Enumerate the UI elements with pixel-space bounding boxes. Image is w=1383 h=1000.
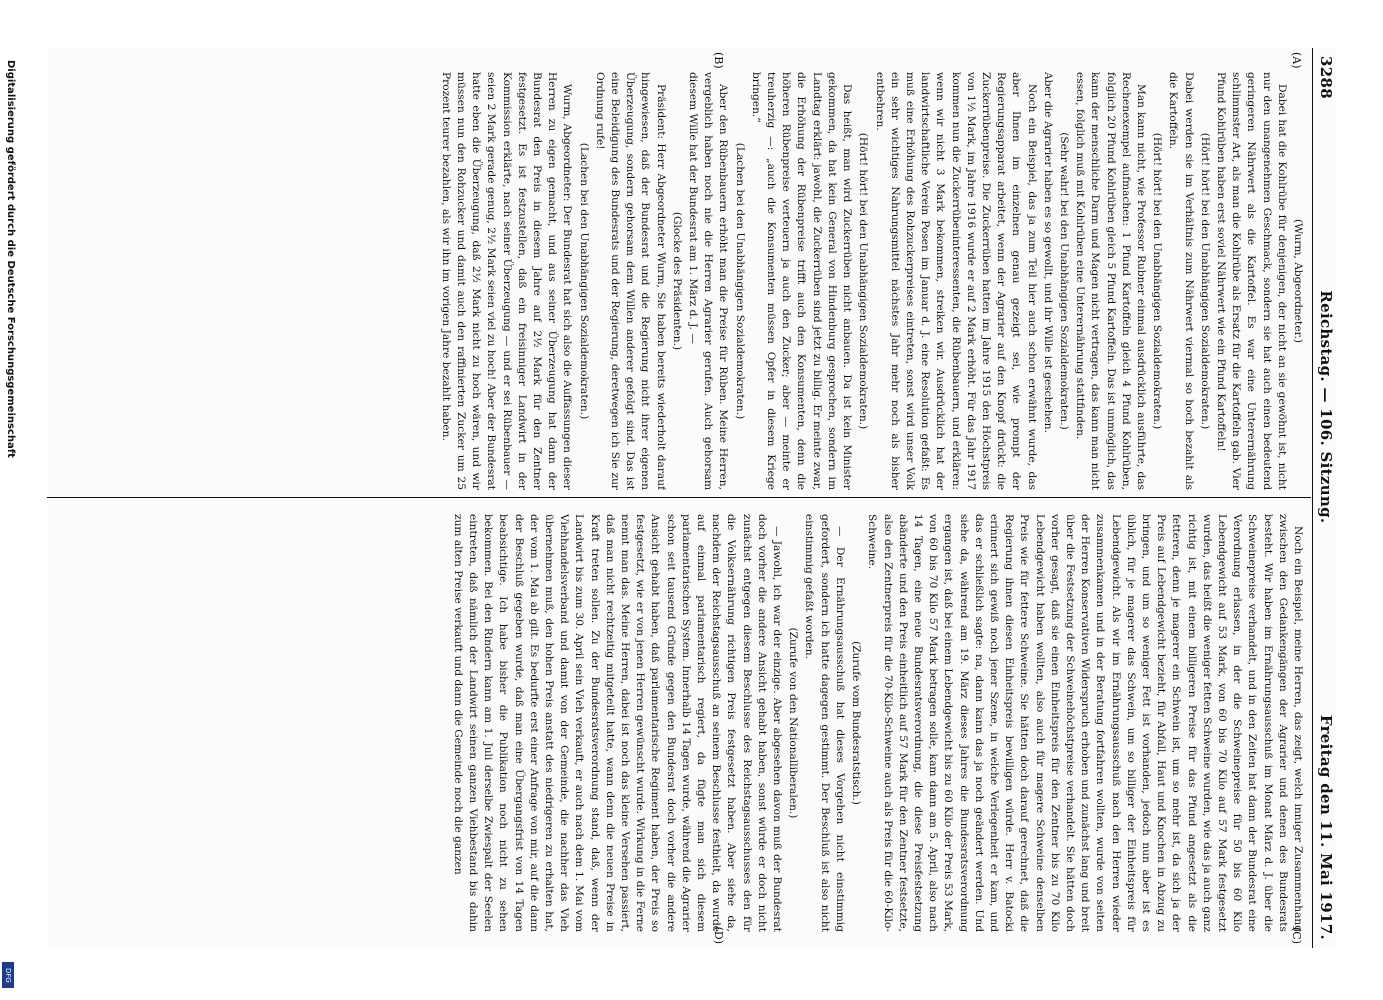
paragraph: — Der Ernährungsausschuß hat dieses Vorgehen nicht einstimmig gefordert, sondern ich hatte dagegen gestimmt. Der Beschluß ist also nicht einstimmig gefaßt worden. (803, 514, 846, 932)
dfg-logo: DFG (2, 962, 14, 988)
rotated-page (47, 48, 1337, 948)
paragraph: — Jawohl, ich war der einzige. Aber abgesehen davon muß der Bundesrat doch vorher die andere Ansicht gehabt haben, sonst würde er doch nicht zunächst entgegen diesem Beschlusse des Reichstagsausschusses den für die Volksernährung richtigen Preis festgesetzt haben. Aber siehe da, nachdem der Reichstagsausschuß an seinem Beschlusse festhielt, da wurde auf einmal parlamentarisch regiert, da fügte man sich diesem parlamentarischen System. Innerhalb 14 Tagen wurde, während die Agrarier schon seit tausend Gründe gegen den Bundesrat doch vorher die andere Ansicht gehabt haben, daß parlamentarische Regiment haben, der Preis so festgesetzt, wie er von jenen Herren gewünscht wurde. Wirkung in die Ferne nennt man das. Meine Herren, dabei ist noch das kleine Versehen passiert, daß man nicht rechtzeitig mitgeteilt hatte, wann denn die neuen Preise in Kraft treten sollen. Zu der Bundesratsverordnung stand, daß, wenn der Landwirt bis zum 30. April sein Vieh verkauft, er auch nach dem 1. Mai vom Viehhandelsverband und damit von der Gemeinde, die nachher das Vieh übernehmen muß, den hohen Preis anstatt des niedrigeren zu erhalten hat, der vom 1. Mai ab gilt. Es bedurfte erst einer Anfrage von mir, auf die dann der Beschluß gegeben wurde, daß man eine Übergangsfrist von 14 Tagen beabsichtige. Ich habe bisher die Publikation noch nicht zu sehen bekommen. Bei den Rindern kann am 1. Juli derselbe Zwiespalt der Seelen eintreten, daß nämlich der Landwirt seinen ganzen Viehbestand bis dahin zum alten Preise verkauft und dann die Gemeinde noch die ganzen (451, 514, 784, 932)
margin-marker-a: (A) (1290, 52, 1303, 69)
paragraph: Aber die Agrarier haben es so gewollt, und ihr Wille ist geschehen. (1041, 72, 1054, 433)
president-speech: Präsident: Herr Abgeordneter Wurm, Sie haben bereits wiederholt darauf hingewiesen, daß der Bundesrat und die Regierung nicht ihrer eigenen Überzeugung, sondern gehorsam dem Willen anderer gefolgt sind. Das ist eine Beleidigung des Bundesrats und der Regierung, deretwegen ich Sie zur Ordnung rufe! (593, 72, 667, 490)
interjection: (Lachen bei den Unabhängigen Sozialdemokraten.) (733, 142, 746, 420)
paragraph: Noch ein Beispiel, meine Herren, das zeigt, welch inniger Zusammenhang zwischen den Gedankengängen der Agrarier und denen des Bundesrats besteht. Wir haben im Ernährungsausschuß im Monat März d. J. über die Schweinepreise verhandelt, und in den Zeiten hat dann der Bundesrat eine Verordnung erlassen, in der die Schweinepreise für 50 bis 60 Kilo Lebendgewicht auf 53 Mark, von 60 bis 70 Kilo auf 57 Mark festgesetzt wurden, das heißt die weniger fetten Schweine wurden, wie das ja auch ganz richtig ist, mit einem billigeren Preise für das Pfund angesetzt als die fetteren, denn je magerer ein Schwein ist, um so mehr ist, da sich ja der Preis auf Lebendgewicht bezieht, für Abfall, Haut und Knochen in Abzug zu bringen, und um so weniger Fett ist vorhanden, jedoch nun aber ist es üblich, für je magerer das Schwein, um so billiger der Einheitspreis für Lebendgewicht. Als wir im Ernährungsausschuß nach den Herren wieder zusammenkamen und in der Beratung fortfahren wollten, wurde von seiten der Herren Konservativen Widerspruch erhoben und zunächst lang und breit über die Festsetzung der Schweinehöchstpreise verhandelt. Sie hätten doch vorher gesagt, daß sie einen Einheitspreis für den Zentner bis zu 70 Kilo Lebendgewicht haben wollten, also auch für magere Schweine denselben Preis wie für fettere Schweine. Sie hätten doch darauf gerechnet, daß die Regierung ihnen diesen Einheitspreis bewilligen würde. Herr v. Batocki erinnert sich gewiß noch jener Szene, in welche Verlegenheit er kam, und das er schließlich sagte: na, dann kann das ja noch geändert werden. Und siehe da, während am 19. März dieses Jahres die Bundesratsverordnung ergangen ist, daß bei einem Lebendgewicht bis zu 60 Kilo der Preis 53 Mark, von 60 bis 70 Kilo 57 Mark betragen solle, kam dann am 5. April, also nach 14 Tagen, eine neue Bundesratsverordnung, die diese Preisfestsetzung abänderte und den Preis einheitlich auf 57 Mark für den Zentner festsetzte, also den Zentnerpreis für die 70-Kilo-Schweine auch als Preis für die 60-Kilo-Schweine. (866, 514, 1304, 932)
digitization-credit: Digitalisierung gefördert durch die Deutsche Forschungsgemeinschaft (5, 60, 16, 458)
paragraph: Dabei werden sie im Verhältnis zum Nährwert viermal so hoch bezahlt als die Kartoffeln. (1167, 72, 1195, 490)
paragraph: Aber den Rübenbauern erhöht man die Preise für Rüben. Meine Herren, vergeblich haben noch nie die Herren Agrarier gerufen. Auch gehorsam diesem Wille hat der Bundesrat am 1. März d. J. — (687, 72, 730, 490)
page-number: 3288 (1317, 56, 1335, 99)
left-column (65, 72, 1305, 490)
paragraph: Das heißt, man wird Zuckerrüben nicht anbauen. Da ist kein Minister gekommen, da hat kein General von Hindenburg gesprochen, sondern im Landtag erklärt: jawohl, die Zuckerrüben sind jetzt zu billig. Er meinte zwar, die Erhöhung der Rübenpreise trifft auch den Konsumenten, denn die höheren Rübenpreise verteuern ja auch den Zucker; aber — meinte er treuherzig —: „auch die Konsumenten müssen Opfer in diesem Kriege bringen.“ (749, 72, 854, 490)
interjection: (Zurufe von den Nationalliberalen.) (787, 627, 800, 819)
paragraph: Man kann nicht, wie Professor Rubner einmal ausdrücklich ausführte, das Rechenexempel aufmachen: 1 Pfund Kartoffeln gleich 4 Pfund Kohlrüben, folglich 20 Pfund Kohlrüben gleich 5 Pfund Kartoffeln. Das ist unmöglich, das kann der menschliche Darm und Magen nicht vertragen, das kann man nicht essen, folglich muß mit Kohlrüben eine Unterernährung stattfinden. (1074, 72, 1147, 490)
interjection: (Lachen bei den Unabhängigen Sozialdemokraten.) (577, 142, 590, 420)
right-column (65, 514, 1305, 932)
paragraph: Dabei hat die Kohlrübe für denjenigen, der nicht an sie gewöhnt ist, nicht nur den unangenehmen Geschmack, sondern sie hat auch einen bedeutend geringeren Nährwert als die Kartoffel. Es war eine Unterernährung schlimmster Art, als man die Kohlrübe als Ersatz für die Kartoffeln gab. Vier Pfund Kohlrüben haben erst soviel Nährwert wie ein Pfund Kartoffeln! (1214, 72, 1288, 490)
header-rule (1312, 48, 1313, 948)
header-title: Reichstag. — 106. Sitzung. (1317, 290, 1335, 524)
margin-marker-d: (D) (712, 926, 725, 944)
interjection: (Hört! hört! bei den Unabhängigen Sozialdemokraten.) (1198, 132, 1211, 430)
page-header (1315, 56, 1337, 940)
speaker-speech: Wurm, Abgeordneter: Der Bundesrat hat sich also die Auffassungen dieser Herren zu eigen gemacht, und aus seiner Überzeugung hat dann der Bundesrat den Preis in diesem Jahre auf 2½ Mark für den Zentner festgesetzt. Es ist festzustellen, daß ein freisinniger Landwirt in der Kommission erklärte, nach seiner Überzeugung — und er sei Rübenbauer — seien 2 Mark gerade genug, 2½ Mark seien viel zu hoch! Aber der Bundesrat hatte eben die Überzeugung, daß 2½ Mark nicht zu hoch wären, und wir müssen nun den Rohzucker und damit auch den raffinierten Zucker um 25 Prozent teurer bezahlen, als wir ihn im vorigen Jahre bezahlt haben. (439, 72, 574, 490)
speaker-continuation: (Wurm, Abgeordneter.) (1292, 219, 1304, 343)
interjection: (Glocke des Präsidenten.) (670, 211, 683, 351)
header-date: Freitag den 11. Mai 1917. (1317, 714, 1335, 940)
column-divider (47, 497, 1311, 498)
interjection: (Hört! hört! bei den Unabhängigen Sozialdemokraten.) (857, 132, 870, 430)
margin-marker-b: (B) (712, 52, 725, 69)
interjection: (Zurufe vom Bundesratstisch.) (850, 641, 863, 805)
interjection: (Sehr wahr! bei den Unabhängigen Sozialdemokraten.) (1057, 132, 1070, 430)
margin-marker-c: (C) (1290, 927, 1303, 944)
interjection: (Hört! hört! bei den Unabhängigen Sozialdemokraten.) (1151, 132, 1164, 430)
paragraph: Noch ein Beispiel, das ja zum Teil hier auch schon erwähnt wurde, das aber Ihnen im einzelnen genau gezeigt sei, wie prompt der Regierungsapparat arbeitet, wenn der Agrarier auf den Knopf drückt: die Zuckerrübenpreise. Die Zuckerrüben hatten im Jahre 1915 den Höchstpreis von 1½ Mark, im Jahre 1916 wurde er auf 2 Mark erhöht. Für das Jahr 1917 kommen nun die Zuckerrübeninteressenten, die Rübenbauern, und erklären: wenn wir nicht 3 Mark bekommen, streiken wir. Ausdrücklich hat der landwirtschaftliche Verein Posen im Januar d. J. eine Resolution gefaßt: Es muß eine Erhöhung des Rohzuckerpreises eintreten, sonst wird unser Volk ein sehr wichtiges Nahrungsmittel nächstes Jahr mehr noch als bisher entbehren. (873, 72, 1038, 490)
